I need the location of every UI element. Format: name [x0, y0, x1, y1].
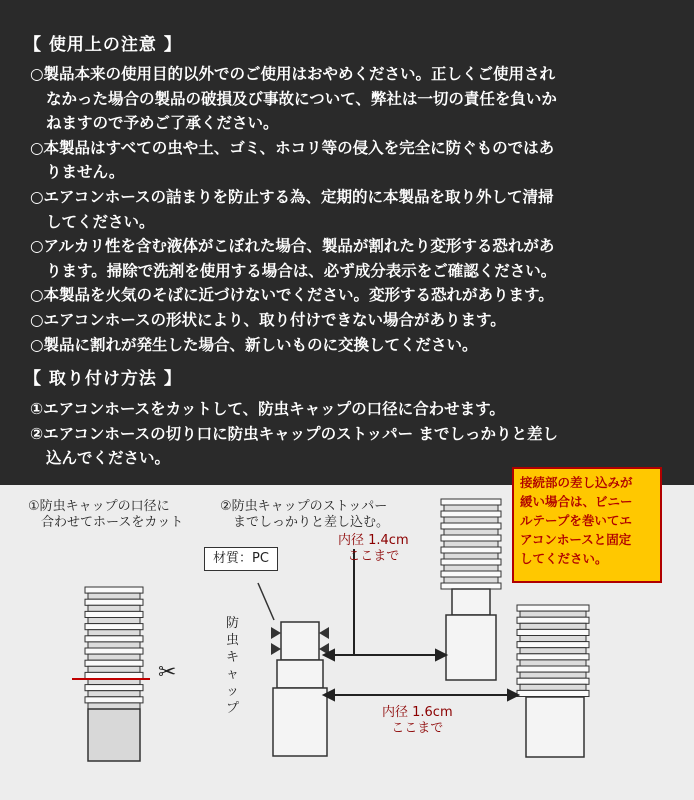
- hose-rib: [441, 535, 501, 541]
- hose-rib: [88, 703, 140, 709]
- hose-rib: [517, 678, 589, 684]
- hose-rib: [444, 505, 498, 511]
- install-line: 込んでください。: [46, 449, 171, 468]
- hose-rib: [520, 684, 586, 690]
- hose-rib: [520, 672, 586, 678]
- inner-diameter-1: 内径 1.4cm ここまで: [338, 533, 409, 564]
- hose-rib: [517, 690, 589, 696]
- hose-rib: [441, 547, 501, 553]
- caution-line: なかった場合の製品の破損及び事故について、弊社は一切の責任を負いか: [46, 89, 557, 108]
- hose-rib: [85, 685, 143, 691]
- hose-rib: [88, 642, 140, 648]
- hose-with-cap-large: [517, 605, 589, 757]
- notice-box: [512, 467, 662, 583]
- hose-rib: [88, 605, 140, 611]
- hose-rib: [441, 559, 501, 565]
- caution-list: [30, 62, 557, 357]
- hose-rib: [85, 599, 143, 605]
- hose-rib: [520, 623, 586, 629]
- hose-rib: [520, 636, 586, 642]
- notice-line: ルテープを巻いてエ: [520, 513, 632, 528]
- caution-line: ○エアコンホースの形状により、取り付けできない場合があります。: [30, 310, 506, 329]
- caution-line: りません。: [46, 163, 125, 182]
- hose-rib: [444, 541, 498, 547]
- caution-line: ○本製品はすべての虫や土、ゴミ、ホコリ等の侵入を完全に防ぐものではあ: [30, 138, 555, 157]
- install-heading: 【 取り付け方法 】: [24, 369, 182, 389]
- caution-line: ○本製品を火気のそばに近づけないでください。変形する恐れがあります。: [30, 286, 554, 305]
- notice-line: してください。: [520, 551, 608, 566]
- inner-diameter-2: 内径 1.6cm ここまで: [382, 705, 453, 736]
- caution-line: してください。: [46, 212, 155, 231]
- hose-rib: [517, 654, 589, 660]
- hose-rib: [441, 571, 501, 577]
- hose-rib: [517, 666, 589, 672]
- hose-rib: [441, 523, 501, 529]
- hose-cut-illustration: [72, 587, 150, 761]
- hose-rib: [88, 593, 140, 599]
- caution-heading: 【 使用上の注意 】: [24, 35, 182, 55]
- hose-rib: [517, 629, 589, 635]
- hose-rib: [85, 672, 143, 678]
- hose-rib: [444, 529, 498, 535]
- step2-caption: ②防虫キャップのストッパー までしっかりと差し込む。: [220, 499, 390, 530]
- scissors-icon: ✂: [158, 660, 177, 685]
- install-line: ①エアコンホースをカットして、防虫キャップの口径に合わせます。: [30, 400, 505, 418]
- notice-line: 接続部の差し込みが: [520, 475, 633, 490]
- hose-rib: [517, 642, 589, 648]
- hose-rib: [85, 587, 143, 593]
- hose-rib: [444, 517, 498, 523]
- caution-line: ねますので予めご了承ください。: [46, 114, 279, 133]
- hose-rib: [85, 648, 143, 654]
- notice-line: 緩い場合は、ビニー: [520, 494, 633, 509]
- hose-with-cap-small: [441, 499, 501, 680]
- install-steps: [30, 397, 558, 471]
- hose-rib: [520, 648, 586, 654]
- hose-rib: [517, 617, 589, 623]
- caution-line: ○製品本来の使用目的以外でのご使用はおやめください。正しくご使用され: [30, 65, 556, 83]
- caution-line: ります。掃除で洗剤を使用する場合は、必ず成分表示をご確認ください。: [46, 261, 557, 280]
- caution-line: ○製品に割れが発生した場合、新しいものに交換してください。: [30, 335, 478, 354]
- hose-rib: [88, 618, 140, 624]
- hose-rib: [88, 666, 140, 672]
- hose-rib: [85, 611, 143, 617]
- hose-rib: [88, 654, 140, 660]
- hose-rib: [441, 499, 501, 505]
- hose-rib: [88, 630, 140, 636]
- caution-line: ○アルカリ性を含む液体がこぼれた場合、製品が割れたり変形する恐れがあ: [30, 237, 555, 256]
- hose-rib: [517, 605, 589, 611]
- hose-rib: [444, 553, 498, 559]
- insect-cap-illustration: [258, 583, 329, 756]
- step1-caption: ①防虫キャップの口径に 合わせてホースをカット: [28, 499, 184, 530]
- hose-rib: [85, 697, 143, 703]
- hose-rib: [441, 583, 501, 589]
- hose-rib: [85, 624, 143, 630]
- hose-rib: [88, 691, 140, 697]
- hose-rib: [444, 565, 498, 571]
- hose-rib: [520, 660, 586, 666]
- notice-line: アコンホースと固定: [520, 532, 632, 547]
- hose-rib: [520, 611, 586, 617]
- caution-line: ○エアコンホースの詰まりを防止する為、定期的に本製品を取り外して清掃: [30, 187, 554, 206]
- hose-rib: [85, 660, 143, 666]
- hose-rib: [444, 577, 498, 583]
- hose-rib: [441, 511, 501, 517]
- material-label: 材質：PC: [204, 547, 278, 571]
- cap-label: 防 虫 キ ャ ッ プ: [226, 616, 240, 716]
- install-line: ②エアコンホースの切り口に防虫キャップのストッパー までしっかりと差し: [30, 424, 559, 443]
- hose-rib: [85, 636, 143, 642]
